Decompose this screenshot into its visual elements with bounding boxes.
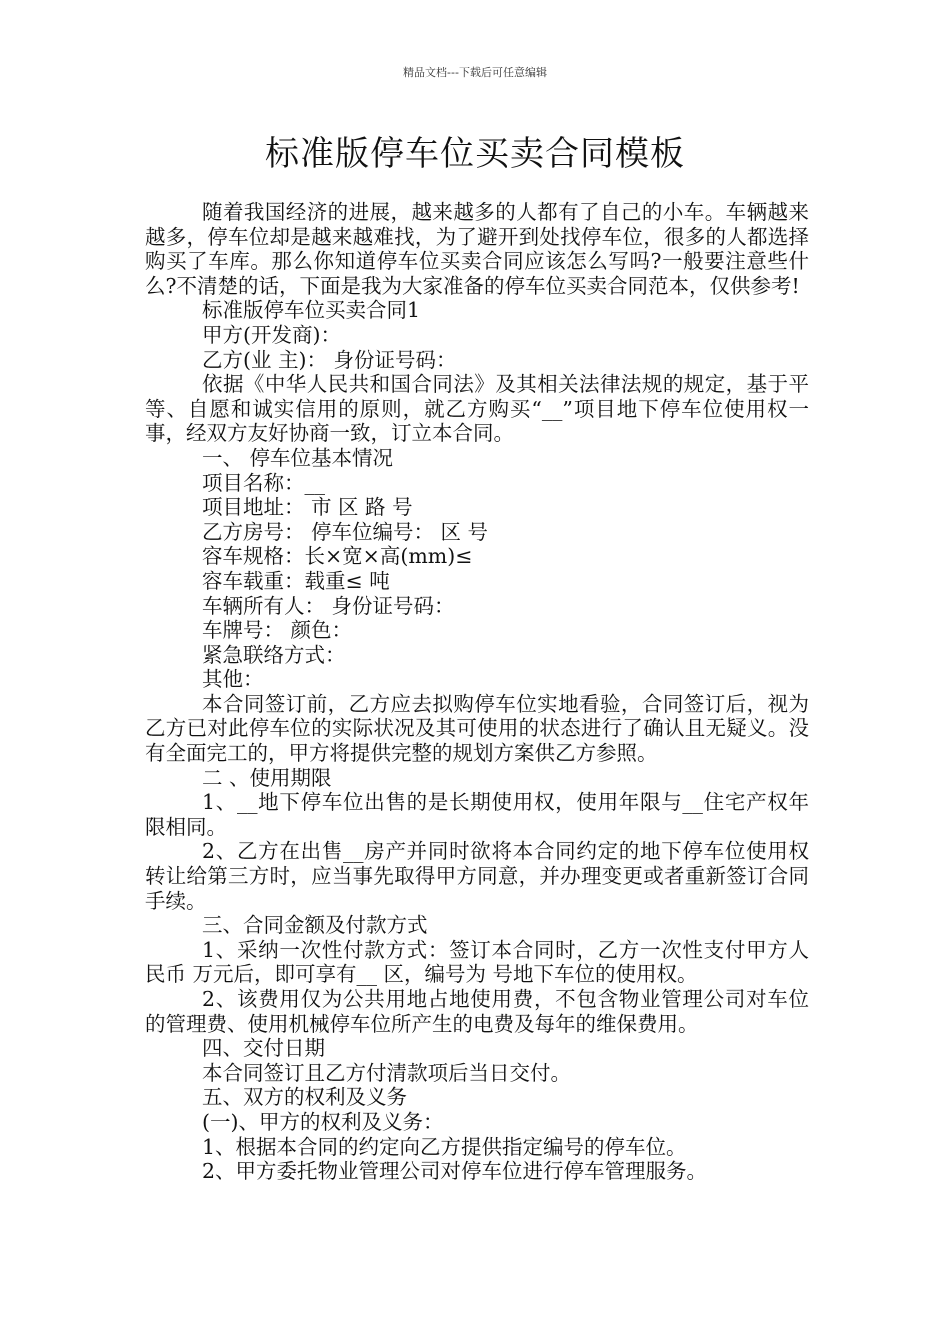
preamble-paragraph: 依据《中华人民共和国合同法》及其相关法律法规的规定，基于平等、自愿和诚实信用的原则，就乙方购买“__”项目地下停车位使用权一事，经双方友好协商一致，订立本合同。 (145, 372, 809, 446)
section-2-item-1: 1、__地下停车位出售的是长期使用权，使用年限与__住宅产权年限相同。 (145, 790, 809, 839)
section-5-heading: 五、双方的权利及义务 (202, 1085, 407, 1110)
room-number-line: 乙方房号： 停车位编号： 区 号 (202, 519, 489, 544)
party-b-line: 乙方(业 主)： 身份证号码： (202, 347, 457, 372)
section-5-subheading: (一)、甲方的权利及义务： (202, 1109, 444, 1134)
vehicle-owner-line: 车辆所有人： 身份证号码： (202, 593, 455, 618)
document-header-note: 精品文档---下载后可任意编辑 (403, 66, 547, 79)
section-1-heading: 一、 停车位基本情况 (202, 445, 394, 470)
license-plate-line: 车牌号： 颜色： (202, 618, 353, 643)
document-title: 标准版停车位买卖合同模板 (265, 134, 685, 174)
document-body (145, 200, 809, 1184)
other-line: 其他： (202, 667, 264, 692)
section-3-item-2: 2、该费用仅为公共用地占地使用费，不包含物业管理公司对车位的管理费、使用机械停车位所产生的电费及每年的维保费用。 (145, 987, 809, 1036)
section-2-heading: 二 、使用期限 (202, 765, 332, 790)
section-1-paragraph: 本合同签订前，乙方应去拟购停车位实地看验，合同签订后，视为乙方已对此停车位的实际状况及其可使用的状态进行了确认且无疑义。没有全面完工的，甲方将提供完整的规划方案供乙方参照。 (145, 691, 809, 766)
party-a-line: 甲方(开发商)： (202, 322, 341, 347)
section-5-item-2: 2、甲方委托物业管理公司对停车位进行停车管理服务。 (202, 1159, 708, 1184)
section-3-item-1: 1、采纳一次性付款方式：签订本合同时，乙方一次性支付甲方人民币 万元后，即可享有__ 区，编号为 号地下车位的使用权。 (145, 937, 809, 987)
section-2-item-2: 2、乙方在出售__房产并同时欲将本合同约定的地下停车位使用权转让给第三方时，应当事先取得甲方同意，并办理变更或者重新签订合同手续。 (145, 839, 809, 913)
intro-paragraph: 随着我国经济的进展，越来越多的人都有了自己的小车。车辆越来越多，停车位却是越来越难找，为了避开到处找停车位，很多的人都选择购买了车库。那么你知道停车位买卖合同应该怎么写吗?一般要注意些什么?不清楚的话，下面是我为大家准备的停车位买卖合同范本，仅供参考! (145, 200, 809, 298)
project-name-line: 项目名称：__ (202, 470, 325, 495)
project-address-line: 项目地址： 市 区 路 号 (202, 495, 413, 520)
section-5-item-1: 1、根据本合同的约定向乙方提供指定编号的停车位。 (202, 1134, 687, 1159)
vehicle-spec-line: 容车规格：长×宽×高(mm)≤ (202, 544, 473, 569)
section-3-heading: 三、合同金额及付款方式 (202, 913, 428, 938)
contract-title: 标准版停车位买卖合同1 (202, 298, 421, 323)
vehicle-load-line: 容车载重：载重≤ 吨 (202, 568, 390, 593)
section-4-heading: 四、交付日期 (202, 1036, 325, 1061)
section-4-text: 本合同签订且乙方付清款项后当日交付。 (202, 1060, 571, 1085)
emergency-contact-line: 紧急联络方式： (202, 642, 346, 667)
